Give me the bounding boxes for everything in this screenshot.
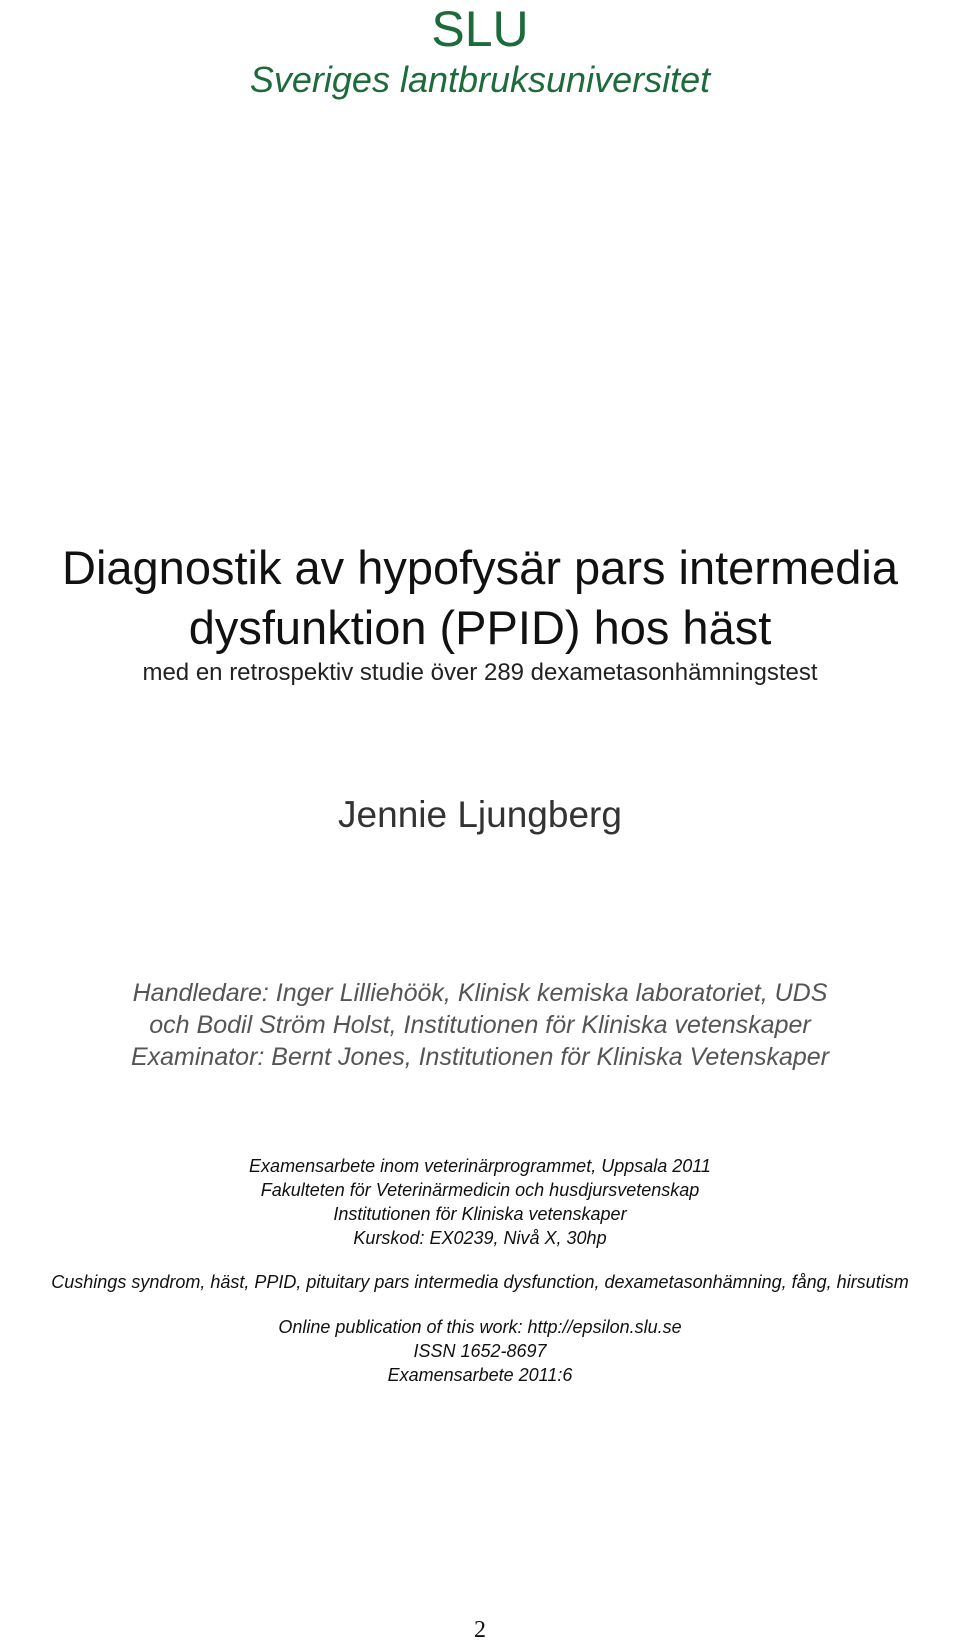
thesis-title-line-2: dysfunktion (PPID) hos häst [188,601,772,654]
issn-line: ISSN 1652-8697 [413,1341,547,1361]
course-code-line: Kurskod: EX0239, Nivå X, 30hp [353,1228,607,1248]
page-number: 2 [474,1617,486,1643]
university-full-name: Sveriges lantbruksuniversitet [249,59,711,100]
program-info-line-1: Examensarbete inom veterinärprogrammet, Uppsala 2011 [249,1156,711,1176]
university-acronym: SLU [431,1,529,57]
program-info-line-3: Institutionen för Kliniska vetenskaper [333,1204,627,1224]
examiner-line: Examinator: Bernt Jones, Institutionen för Kliniska Vetenskaper [130,1043,830,1071]
keywords-line: Cushings syndrom, häst, PPID, pituitary pars intermedia dysfunction, dexametasonhämning, fång, hirsutism [51,1272,909,1292]
online-publication-line: Online publication of this work: http://epsilon.slu.se [278,1317,682,1337]
author-name: Jennie Ljungberg [338,794,622,835]
supervisor-line-2: och Bodil Ström Holst, Institutionen för Kliniska vetenskaper [149,1011,811,1039]
thesis-subtitle: med en retrospektiv studie över 289 dexametasonhämningstest [142,659,818,686]
supervisor-line-1: Handledare: Inger Lilliehöök, Klinisk kemiska laboratoriet, UDS [132,979,828,1007]
program-info-line-2: Fakulteten för Veterinärmedicin och husdjursvetenskap [260,1180,700,1200]
thesis-title-line-1: Diagnostik av hypofysär pars intermedia [62,541,898,594]
series-line: Examensarbete 2011:6 [387,1365,573,1385]
